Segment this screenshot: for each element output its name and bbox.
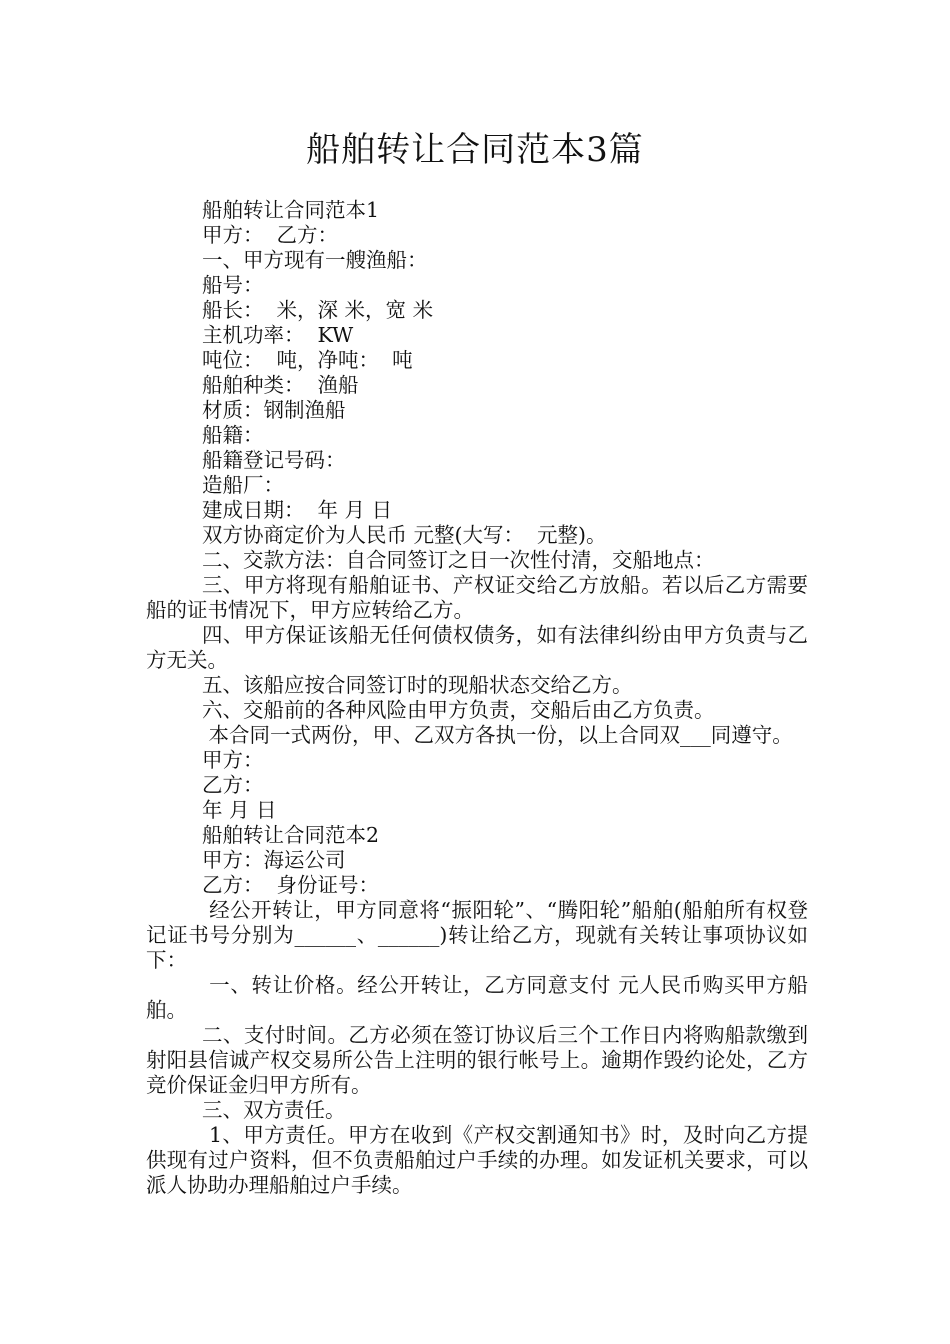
payment-clause: 二、支付时间。乙方必须在签订协议后三个工作日内将购船款缴到射阳县信诚产权交易所公告上注明的银行帐号上。逾期作毁约论处，乙方竞价保证金归甲方所有。 (146, 1023, 808, 1097)
material: 材质：钢制渔船 (202, 398, 346, 422)
signature-party-b: 乙方： (202, 773, 264, 797)
ship-number: 船号： (202, 273, 264, 297)
engine-power: 主机功率： KW (202, 323, 354, 347)
price-clause: 一、转让价格。经公开转让，乙方同意支付 元人民币购买甲方船舶。 (146, 973, 808, 1022)
clause-5: 五、该船应按合同签订时的现船状态交给乙方。 (202, 673, 633, 697)
signature-party-a: 甲方： (202, 748, 264, 772)
signature-date: 年 月 日 (202, 798, 277, 822)
document-title: 船舶转让合同范本3篇 (306, 130, 644, 170)
intro-paragraph: 经公开转让，甲方同意将“振阳轮”、“腾阳轮”船舶(船舶所有权登记证书号分别为______、______)转让给乙方，现就有关转让事项协议如下： (146, 898, 808, 972)
copies-clause: 本合同一式两份，甲、乙双方各执一份，以上合同双___同遵守。 (202, 723, 793, 747)
clause-4: 四、甲方保证该船无任何债权债务，如有法律纠纷由甲方负责与乙方无关。 (146, 623, 808, 672)
section-heading-1: 船舶转让合同范本1 (202, 198, 380, 222)
party-b-line: 乙方： 身份证号： (202, 873, 380, 897)
clause-3: 三、甲方将现有船舶证书、产权证交给乙方放船。若以后乙方需要船的证书情况下，甲方应转给乙方。 (146, 573, 808, 622)
party-a-line: 甲方：海运公司 (202, 848, 346, 872)
price-line: 双方协商定价为人民币 元整(大写： 元整)。 (202, 523, 607, 547)
registry-number: 船籍登记号码： (202, 448, 346, 472)
responsibility-heading: 三、双方责任。 (202, 1098, 346, 1122)
section-heading-2: 船舶转让合同范本2 (202, 823, 380, 847)
ship-type: 船舶种类： 渔船 (202, 373, 359, 397)
build-date: 建成日期： 年 月 日 (202, 498, 393, 522)
parties-line: 甲方： 乙方： (202, 223, 339, 247)
clause-1: 一、甲方现有一艘渔船： (202, 248, 428, 272)
document-body (146, 198, 808, 1198)
clause-6: 六、交船前的各种风险由甲方负责，交船后由乙方负责。 (202, 698, 715, 722)
ship-dimensions: 船长： 米，深 米，宽 米 (202, 298, 434, 322)
shipyard: 造船厂： (202, 473, 284, 497)
party-a-responsibility: 1、甲方责任。甲方在收到《产权交割通知书》时，及时向乙方提供现有过户资料，但不负责船舶过户手续的办理。如发证机关要求，可以派人协助办理船舶过户手续。 (146, 1123, 808, 1197)
clause-2: 二、交款方法：自合同签订之日一次性付清，交船地点： (202, 548, 715, 572)
registry: 船籍： (202, 423, 264, 447)
tonnage: 吨位： 吨，净吨： 吨 (202, 348, 413, 372)
